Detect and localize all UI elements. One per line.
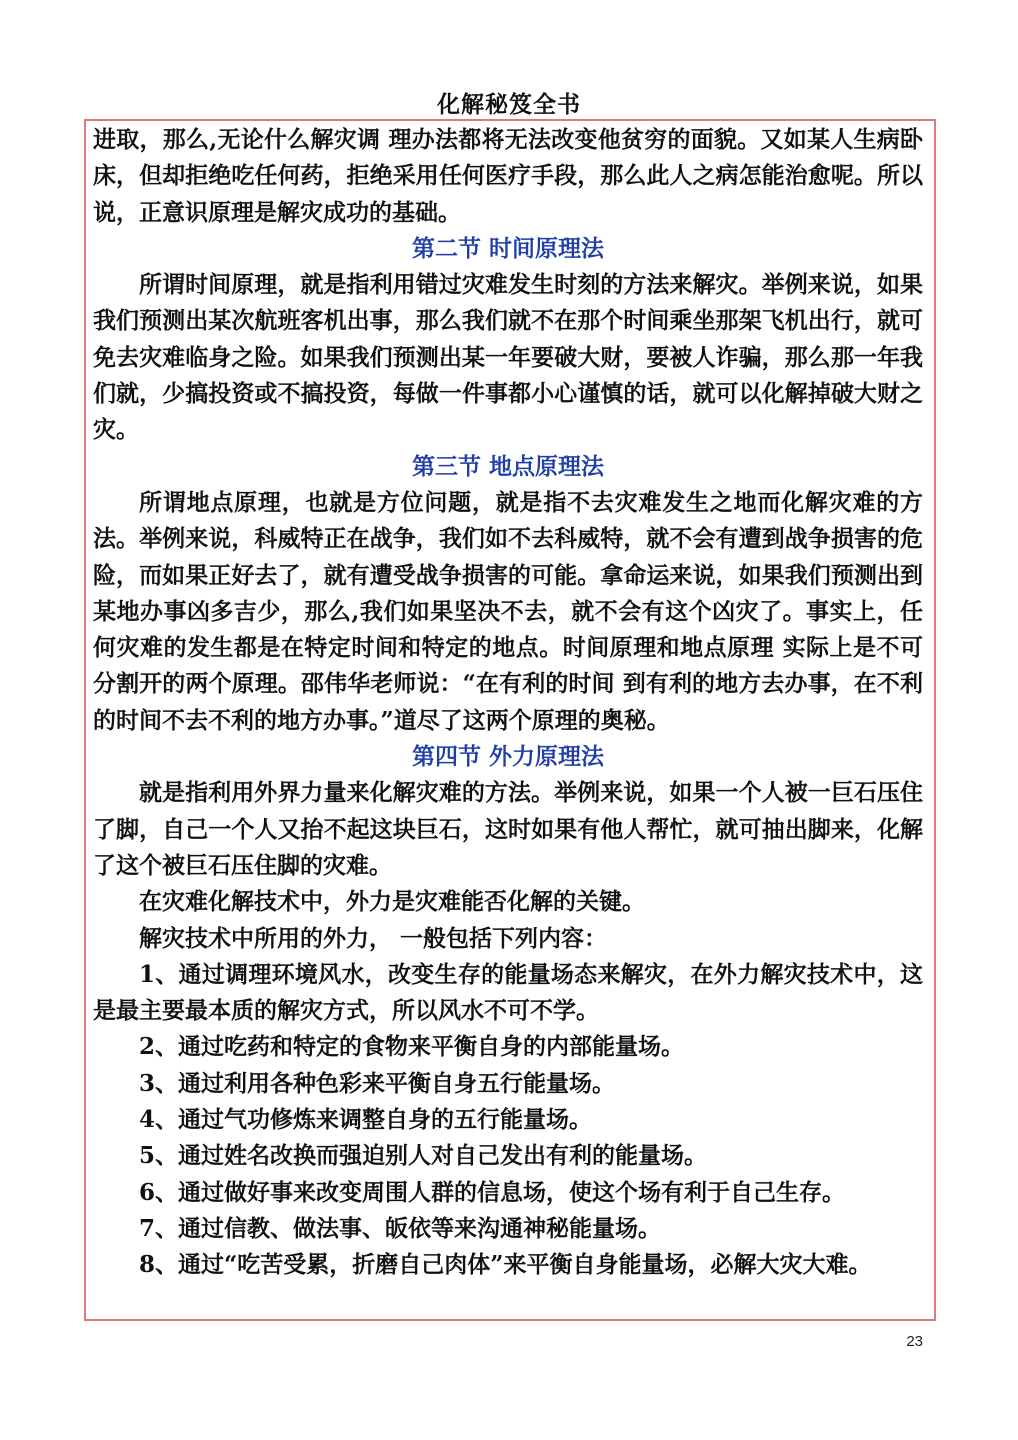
section-3-heading: 第三节 地点原理法 [411,452,604,480]
page-title: 化解秘笈全书 [437,91,581,118]
section-2-paragraph: 所谓时间原理，就是指利用错过灾难发生时刻的方法来解灾。举例来说，如果我们预测出某次航班客机出事，那么我们就不在那个时间乘坐那架飞机出行，就可免去灾难临身之险。如果我们预测出某一年要破大财，要被人诈骗，那么那一年我们就，少搞投资或不搞投资，每做一件事都小心谨慎的话，就可以化解掉破大财之灾。 [93,271,923,444]
section-4-paragraph-2: 在灾难化解技术中，外力是灾难能否化解的关键。 [139,888,645,916]
section-3-paragraph: 所谓地点原理，也就是方位问题，就是指不去灾难发生之地而化解灾难的方法。举例来说，科威特正在战争，我们如不去科威特，就不会有遭到战争损害的危险，而如果正好去了，就有遭受战争损害的可能。拿命运来说，如果我们预测出到某地办事凶多吉少，那么,我们如果坚决不去，就不会有这个凶灾了。事实上，任何灾难的发生都是在特定时间和特定的地点。时间原理和地点原理 实际上是不可分割开的两个原理。邵伟华老师说：“在有利的时间 到有利的地方去办事，在不利的时间不去不利的地方办事。”道尽了这两个原理的奥秘。 [93,488,923,734]
section-4-heading: 第四节 外力原理法 [411,743,604,771]
list-item: 8、通过“吃苦受累，折磨自己肉体”来平衡自身能量场，必解大灾大难。 [139,1251,872,1279]
list-item: 1、通过调理环境风水，改变生存的能量场态来解灾，在外力解灾技术中，这是最主要最本质的解灾方式，所以风水不可不学。 [93,960,923,1025]
paragraph-intro: 进取，那么,无论什么解灾调 理办法都将无法改变他贫穷的面貌。又如某人生病卧床，但却拒绝吃任何药，拒绝采用任何医疗手段，那么此人之病怎能治愈呢。所以说，正意识原理是解灾成功的基础。 [93,126,923,226]
section-4-paragraph-3: 解灾技术中所用的外力， 一般包括下列内容： [139,924,608,952]
list-item: 3、通过利用各种色彩来平衡自身五行能量场。 [139,1069,616,1097]
list-item: 7、通过信教、做法事、皈依等来沟通神秘能量场。 [139,1214,662,1242]
section-4-paragraph-1: 就是指利用外界力量来化解灾难的方法。举例来说，如果一个人被一巨石压住了脚，自己一个人又抬不起这块巨石，这时如果有他人帮忙，就可抽出脚来，化解了这个被巨石压住脚的灾难。 [93,779,923,879]
list-item: 5、通过姓名改换而强迫别人对自己发出有利的能量场。 [139,1142,708,1170]
list-item: 6、通过做好事来改变周围人群的信息场，使这个场有利于自己生存。 [139,1178,846,1206]
page-number: 23 [906,1333,923,1350]
body-text [93,122,923,1284]
list-item: 4、通过气功修炼来调整自身的五行能量场。 [139,1106,593,1134]
list-item: 2、通过吃药和特定的食物来平衡自身的内部能量场。 [139,1033,685,1061]
section-2-heading: 第二节 时间原理法 [411,234,604,262]
